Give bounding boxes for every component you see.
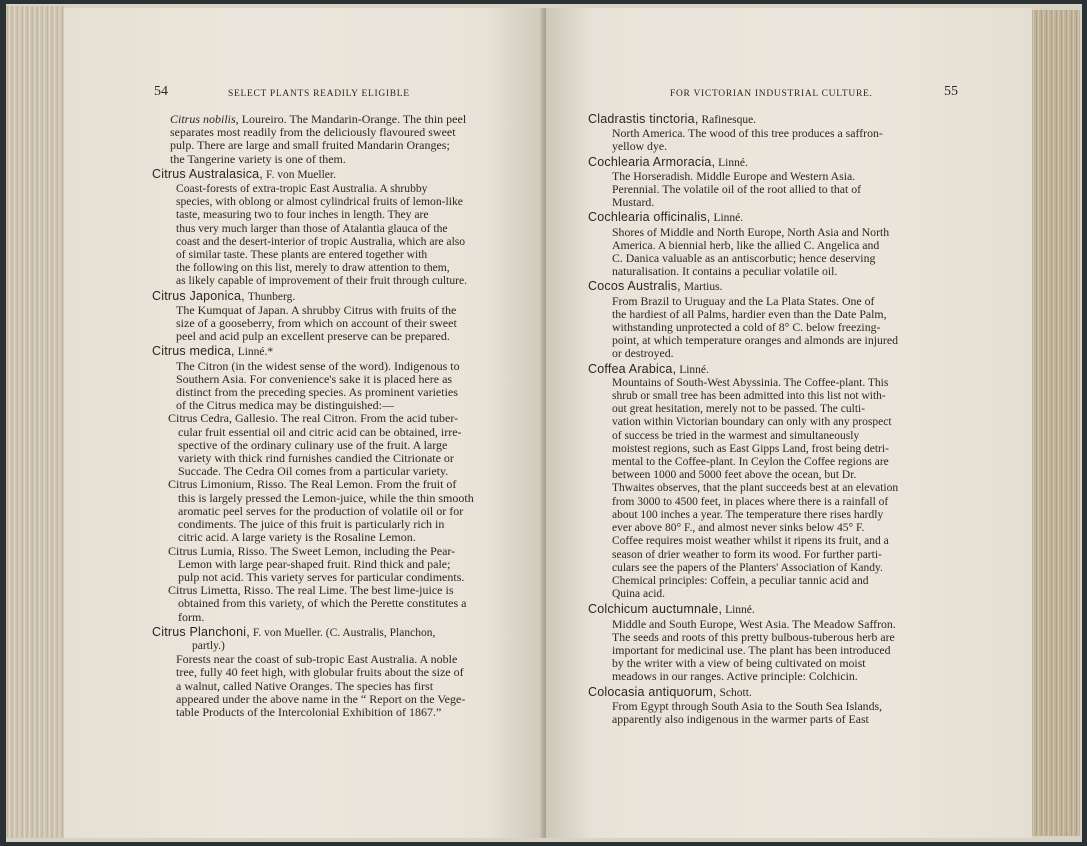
text-line: Quina acid. [612, 588, 666, 601]
text-line: pulp not acid. This variety serves for particular condiments. [178, 569, 465, 584]
entry-heading [152, 290, 532, 304]
entry-body [588, 295, 960, 361]
entry-heading [588, 686, 960, 700]
text-line: cular fruit essential oil and citric acid can be obtained, irre- [178, 424, 462, 439]
text-line: spective of the ordinary culinary use of the fruit. A large [178, 437, 448, 452]
text-line: point, at which temperature oranges and almonds are injured [612, 333, 898, 348]
text-line: North America. The wood of this tree produces a saffron- [612, 126, 883, 141]
entry [588, 603, 960, 683]
text-line: important for medicinal use. The plant has been introduced [612, 642, 891, 657]
text-line: obtained from this variety, of which the Perette constitutes a [178, 596, 467, 611]
entry-body [588, 700, 960, 726]
text-line: the following on this list, merely to draw attention to them, [176, 261, 450, 275]
page-content [588, 113, 960, 728]
species-name: Cladrastis tinctoria, [588, 112, 699, 126]
text-line: meadows in our ranges. Active principle: Colchicin. [612, 669, 858, 684]
entry [152, 345, 532, 623]
entry-heading [152, 168, 532, 182]
entry-heading [588, 156, 960, 170]
author: Martius. [683, 281, 723, 294]
entry-heading [152, 626, 532, 640]
entry-body [152, 653, 532, 719]
text-line: Citrus nobilis, Loureiro. The Mandarin-Orange. The thin peel [170, 112, 467, 126]
text-line: Coast-forests of extra-tropic East Australia. A shrubby [176, 182, 428, 196]
text-line: season of drier weather to form its wood. For further parti- [612, 548, 882, 561]
author: Linné. [713, 212, 744, 225]
text-line: vation within Victorian boundary can only with any prospect [612, 416, 892, 429]
text-line: The Kumquat of Japan. A shrubby Citrus with fruits of the [176, 302, 457, 317]
text-line: naturalisation. It contains a peculiar volatile oil. [612, 264, 838, 279]
text-line: culars see the papers of the Planters' Association of Kandy. [612, 561, 883, 574]
entry [152, 626, 532, 719]
entry-heading [588, 211, 960, 225]
text-line: Citrus Limetta, Risso. The real Lime. The best lime-juice is [168, 583, 454, 598]
species-name: Cocos Australis, [588, 279, 681, 294]
text-line: thus very much larger than those of Atalantia glauca of the [176, 221, 448, 235]
text-line: Thwaites observes, that the plant succeeds best at an elevation [612, 482, 899, 495]
intro-paragraph [152, 113, 532, 166]
text-line: of similar taste. These plants are entered together with [176, 248, 428, 262]
entry-body [588, 377, 960, 601]
text-line: from 3000 to 4500 feet, in places where there is a rainfall of [612, 495, 889, 508]
entry-heading [588, 363, 960, 377]
text-line: The Citron (in the widest sense of the word). Indigenous to [176, 358, 460, 373]
text-line: table Products of the Intercolonial Exhibition of 1867.” [176, 704, 442, 719]
entry-heading [588, 113, 960, 127]
text-line: yellow dye. [612, 139, 668, 154]
text-line: The seeds and roots of this pretty bulbous-tuberous herb are [612, 629, 895, 644]
entry [588, 113, 960, 154]
text-line: size of a gooseberry, from which on account of their sweet [176, 316, 457, 331]
text-line: The Horseradish. Middle Europe and Western Asia. [612, 168, 856, 183]
entry-body [152, 182, 532, 288]
species-name: Cochlearia officinalis, [588, 210, 711, 225]
text-line: coast and the desert-interior of tropic Australia, which are also [176, 234, 466, 248]
text-line: Forests near the coast of sub-tropic East Australia. A noble [176, 652, 458, 667]
author-continued: partly.) [192, 639, 225, 652]
entry-body [588, 618, 960, 684]
text-line: Citrus Cedra, Gallesio. The real Citron. From the acid tuber- [168, 411, 459, 426]
species-name: Colchicum auctumnale, [588, 602, 723, 617]
text-line: Mountains of South-West Abyssinia. The Coffee-plant. This [612, 376, 889, 389]
species-name: Citrus Planchoni, [152, 624, 250, 639]
species-name: Citrus Japonica, [152, 288, 245, 303]
page-number: 54 [154, 84, 168, 99]
text-line: Middle and South Europe, West Asia. The Meadow Saffron. [612, 616, 896, 631]
entry [152, 168, 532, 288]
species-name: Coffea Arabica, [588, 361, 677, 376]
text-line: Succade. The Cedra Oil comes from a particular variety. [178, 464, 449, 479]
right-page [546, 8, 1032, 838]
entry [588, 280, 960, 360]
text-line: between 1000 and 5000 feet above the ocean, but Dr. [612, 469, 857, 482]
text-line: citric acid. A large variety is the Rosaline Lemon. [178, 530, 416, 545]
text-line: this is largely pressed the Lemon-juice, while the thin smooth [178, 490, 474, 505]
text-line: a walnut, called Native Oranges. The species has first [176, 678, 434, 693]
text-line: Citrus Limonium, Risso. The Real Lemon. From the fruit of [168, 477, 457, 492]
text-line: distinct from the preceding species. As prominent varieties [176, 385, 458, 400]
text-line: Shores of Middle and North Europe, North Asia and North [612, 224, 890, 239]
text-line: Perennial. The volatile oil of the root allied to that of [612, 182, 862, 197]
page-edges-right [1030, 10, 1080, 836]
entry-heading [588, 280, 960, 294]
entry [152, 290, 532, 344]
entry-heading [152, 345, 532, 359]
entry [588, 156, 960, 210]
text-line: moistest regions, such as East Gipps Land, frost being detri- [612, 442, 889, 455]
text-line: by the writer with a view of being cultivated on moist [612, 656, 866, 671]
author: Linné. [718, 156, 748, 169]
text-line: Mustard. [612, 195, 655, 210]
text-line: Chemical principles: Coffein, a peculiar tannic acid and [612, 574, 869, 587]
text-line: of success be tried in the warmest and simultaneously [612, 429, 860, 442]
text-line: tree, fully 40 feet high, with globular fruits about the size of [176, 665, 464, 680]
text-line: Coffee requires moist weather whilst it ripens its fruit, and a [612, 535, 889, 548]
text-line: shrub or small tree has been admitted into this list not with- [612, 390, 886, 403]
entry-body [588, 127, 960, 153]
species-name: Citrus medica, [152, 344, 235, 359]
text-line: apparently also indigenous in the warmer parts of East [612, 711, 869, 726]
text-line: America. A biennial herb, like the allied C. Angelica and [612, 237, 880, 252]
author: Rafinesque. [701, 114, 757, 126]
text-line: variety with thick rind furnishes candied the Citrionate or [178, 451, 454, 466]
page-content [152, 113, 532, 721]
left-page [64, 8, 542, 838]
species-name: Cochlearia Armoracia, [588, 154, 716, 169]
text-line: Lemon with large pear-shaped fruit. Rind thick and pale; [178, 556, 451, 571]
running-head: SELECT PLANTS READILY ELIGIBLE [228, 89, 410, 99]
text-line: separates most readily from the deliciously flavoured sweet [170, 125, 456, 140]
text-line: From Brazil to Uruguay and the La Plata States. One of [612, 293, 875, 308]
entry-body [588, 226, 960, 279]
author: Schott. [719, 686, 752, 699]
text-line: ever above 80° F., and almost never sinks below 45° F. [612, 522, 865, 535]
species-name: Colocasia antiquorum, [588, 684, 717, 699]
entry-body [152, 304, 532, 344]
page-number: 55 [944, 84, 958, 99]
entry [588, 211, 960, 278]
text-line: condiments. The juice of this fruit is particularly rich in [178, 517, 445, 532]
variety [166, 545, 532, 585]
text-line: form. [178, 609, 205, 624]
text-line: mental to the Coffee-plant. In Ceylon the Coffee regions are [612, 456, 889, 469]
text-line: From Egypt through South Asia to the South Sea Islands, [612, 698, 883, 713]
text-line: aromatic peel serves for the production of volatile oil or for [178, 503, 464, 518]
page-edges-left [6, 6, 66, 838]
text-line: about 100 inches a year. The temperature there rises hardly [612, 508, 884, 521]
entry-body [588, 170, 960, 210]
text-line: or destroyed. [612, 346, 674, 361]
text-line: of the Citrus medica may be distinguished:— [176, 398, 394, 413]
text-line: Southern Asia. For convenience's sake it is placed here as [176, 371, 453, 386]
author: Linné.* [237, 346, 274, 359]
variety [166, 478, 532, 544]
text-line: the hardiest of all Palms, hardier even than the Date Palm, [612, 306, 887, 321]
species-name: Citrus Australasica, [152, 166, 263, 181]
author: F. von Mueller. [265, 168, 336, 181]
author: Thunberg. [247, 290, 296, 303]
variety [166, 412, 532, 478]
running-head: FOR VICTORIAN INDUSTRIAL CULTURE. [670, 89, 873, 99]
text-line: the Tangerine variety is one of them. [170, 151, 346, 166]
entry-heading [588, 603, 960, 617]
text-line: C. Danica valuable as an antiscorbutic; hence deserving [612, 251, 876, 266]
text-line: appeared under the above name in the “ Report on the Vege- [176, 691, 466, 706]
entry-body [152, 360, 532, 413]
author: F. von Mueller. (C. Australis, Planchon, [252, 626, 436, 639]
text-line: peel and acid pulp an excellent preserve can be prepared. [176, 329, 450, 344]
text-line: species, with oblong or almost cylindrical fruits of lemon-like [176, 195, 463, 209]
author: Linné. [679, 363, 709, 376]
text-line: taste, measuring two to four inches in length. They are [176, 208, 429, 222]
text-line: Citrus Lumia, Risso. The Sweet Lemon, including the Pear- [168, 543, 456, 558]
variety [166, 584, 532, 624]
author: Linné. [725, 604, 755, 617]
text-line: out great hesitation, merely not to be passed. The culti- [612, 403, 866, 416]
text-line: pulp. There are large and small fruited Mandarin Oranges; [170, 138, 450, 153]
text-line: as likely capable of improvement of their fruit through culture. [176, 274, 468, 288]
variety-list [152, 412, 532, 623]
entry [588, 686, 960, 727]
text-line: withstanding unprotected a cold of 8° C. below freezing- [612, 320, 881, 335]
entry [588, 363, 960, 602]
